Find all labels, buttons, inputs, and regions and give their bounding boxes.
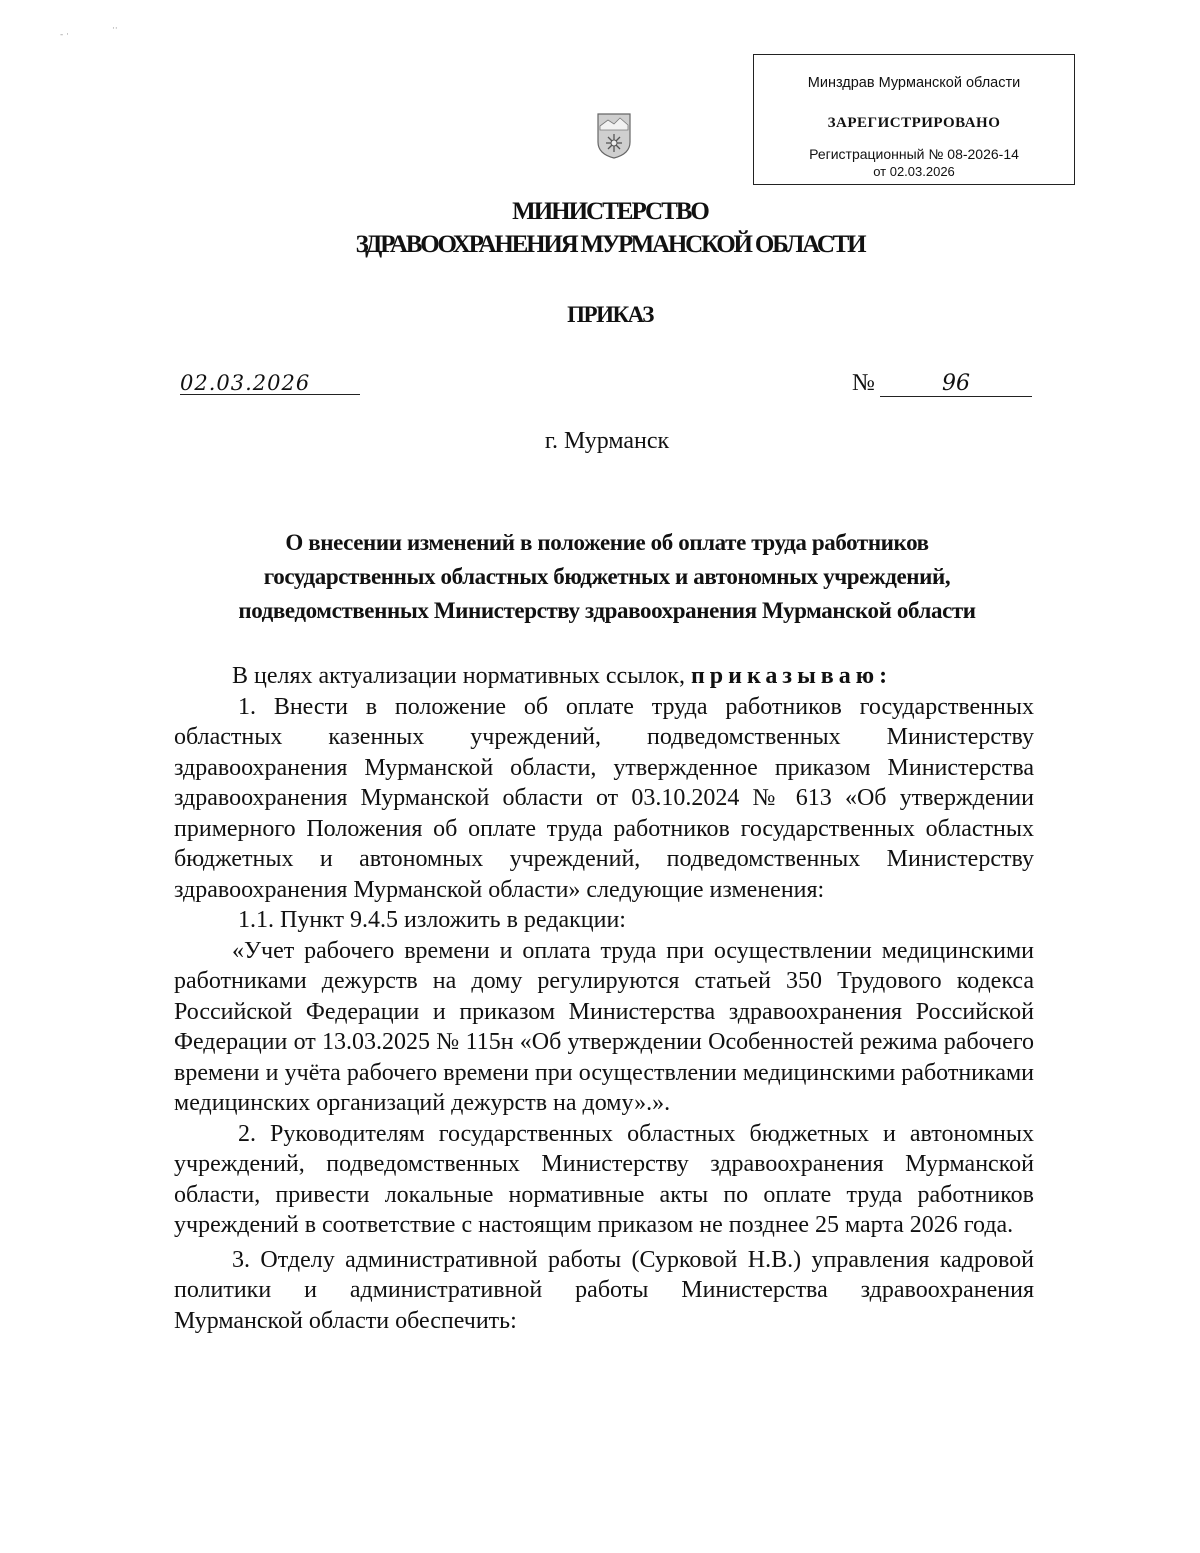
registration-stamp xyxy=(753,54,1075,185)
preamble-paragraph xyxy=(174,661,1034,692)
city-label: г. Мурманск xyxy=(544,428,670,454)
scan-speck: ‐ · xyxy=(60,30,69,40)
coat-of-arms-icon xyxy=(596,112,632,160)
stamp-reg-date: от 02.03.2026 xyxy=(873,164,955,179)
order-date-handwritten: 02.03.2026 xyxy=(180,372,360,395)
quoted-amendment: «Учет рабочего времени и оплата труда при осуществлении медицинскими работниками дежурств на дому регулируются статьей 350 Трудового кодекса Российской Федерации и приказом Министерства здравоохранения Российской Федерации от 13.03.2025 № 115н «Об утверждении Особенностей режима рабочего времени и учёта рабочего времени при осуществлении медицинскими работниками медицинских организаций дежурств на дому».». xyxy=(174,937,1034,1116)
preamble-text: В целях актуализации нормативных ссылок, xyxy=(232,663,691,689)
subject-line: О внесении изменений в положение об оплате труда работников xyxy=(285,530,929,555)
order-directive: приказываю: xyxy=(690,663,893,689)
order-number-handwritten: 96 xyxy=(880,372,1032,397)
subject-line: государственных областных бюджетных и автономных учреждений, xyxy=(263,564,951,589)
paragraph-1-1: 1.1. Пункт 9.4.5 изложить в редакции: xyxy=(238,907,626,933)
stamp-status: ЗАРЕГИСТРИРОВАНО xyxy=(827,115,1001,131)
document-type-title: ПРИКАЗ xyxy=(567,302,653,327)
order-number-label: № xyxy=(852,370,875,396)
subject-line: подведомственных Министерству здравоохранения Мурманской области xyxy=(238,598,976,623)
stamp-organization: Минздрав Мурманской области xyxy=(807,75,1021,91)
order-body xyxy=(174,661,1034,1336)
order-subject xyxy=(150,526,1064,628)
ministry-name-line2: ЗДРАВООХРАНЕНИЯ МУРМАНСКОЙ ОБЛАСТИ xyxy=(355,231,865,258)
ministry-name-line1: МИНИСТЕРСТВО xyxy=(512,198,708,225)
stamp-reg-number: Регистрационный № 08-2026-14 xyxy=(809,146,1019,162)
paragraph-2: 2. Руководителям государственных областных бюджетных и автономных учреждений, подведомственных Министерству здравоохранения Мурманской области, привести локальные нормативные акты по оплате труда работников учреждений в соответствие с настоящим приказом не позднее 25 марта 2026 года. xyxy=(174,1120,1034,1238)
paragraph-3: 3. Отделу административной работы (Сурковой Н.В.) управления кадровой политики и административной работы Министерства здравоохранения Мурманской области обеспечить: xyxy=(174,1246,1034,1334)
paragraph-1: 1. Внести в положение об оплате труда работников государственных областных казенных учреждений, подведомственных Министерству здравоохранения Мурманской области, утвержденное приказом Министерства здравоохранения Мурманской области от 03.10.2024 № 613 «Об утверждении примерного Положения об оплате труда работников государственных областных бюджетных и автономных учреждений, подведомственных Министерству здравоохранения Мурманской области» следующие изменения: xyxy=(174,693,1034,903)
scan-speck: ·· xyxy=(112,24,118,34)
